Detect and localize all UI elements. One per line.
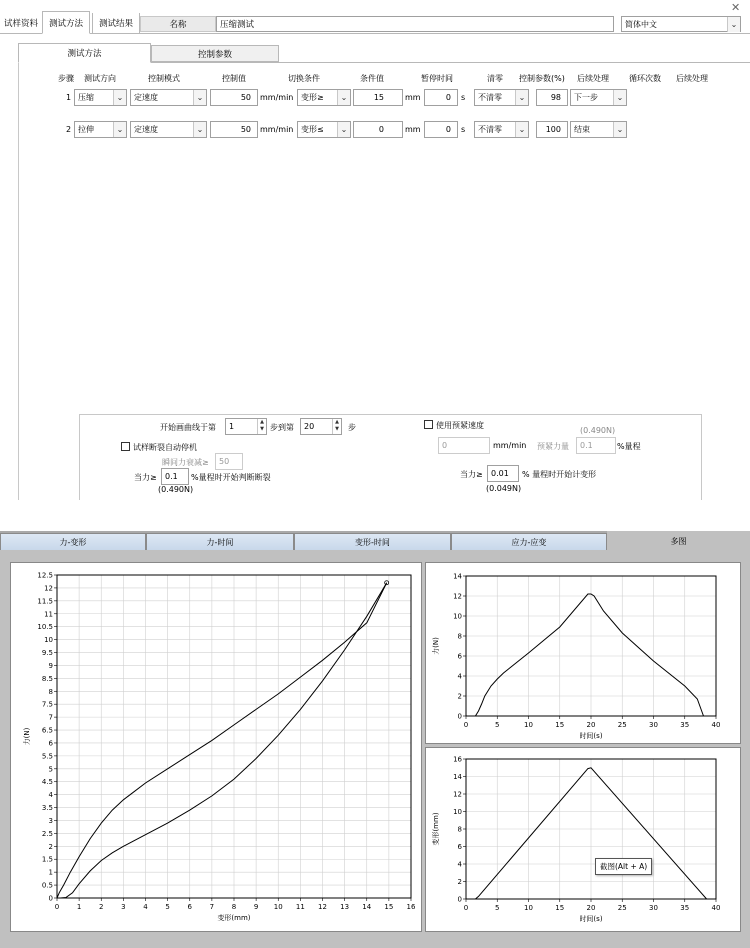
chart-tab-label: 应力-应变	[511, 537, 547, 547]
curve-end-value: 20	[304, 422, 315, 431]
tick-label-x: 1	[76, 903, 82, 911]
chart-tab-label: 力-变形	[59, 537, 87, 547]
zero-select[interactable]	[474, 121, 529, 138]
preload-force-hint: (0.490N)	[580, 426, 616, 435]
mode-select[interactable]	[130, 89, 207, 106]
tick-label-x: 20	[586, 904, 596, 912]
mode-value: 定速度	[134, 125, 158, 134]
header-pause: 暂停时间	[421, 74, 453, 83]
tick-label-x: 20	[586, 721, 596, 729]
screenshot-tooltip: 截图(Alt + A)	[595, 858, 652, 875]
tab-stress-strain[interactable]	[451, 533, 607, 550]
subtab-control-params[interactable]	[151, 45, 279, 62]
tick-label-y: 0.5	[41, 881, 53, 890]
tick-label-y: 7.5	[41, 700, 53, 709]
tick-label-y: 11	[44, 610, 53, 619]
pause-time-unit: s	[461, 93, 466, 102]
tick-label-y: 5	[48, 765, 53, 774]
header-mode: 控制模式	[148, 74, 180, 83]
tick-label-y: 6	[457, 652, 462, 661]
y-axis-label: 力(N)	[23, 727, 31, 746]
tick-label-x: 11	[295, 903, 305, 911]
tick-label-y: 4.5	[41, 778, 53, 787]
tick-label-y: 6	[48, 739, 53, 748]
direction-value: 拉伸	[78, 125, 94, 134]
deform-force-hint: (0.049N)	[486, 484, 522, 493]
chart-tab-label: 力-时间	[206, 537, 234, 547]
tick-label-y: 0	[457, 895, 462, 904]
close-icon[interactable]: ✕	[731, 1, 741, 14]
tick-label-y: 2	[48, 842, 53, 851]
curve-start-spinbox[interactable]	[225, 418, 267, 435]
pause-time-input[interactable]: 0	[424, 89, 458, 106]
tick-label-x: 15	[384, 903, 394, 911]
tick-label-y: 8	[457, 632, 462, 641]
control-value-input[interactable]: 50	[210, 89, 258, 106]
tick-label-x: 10	[524, 721, 533, 729]
tick-label-x: 2	[99, 903, 104, 911]
zero-value: 不清零	[478, 93, 502, 102]
tick-label-y: 4	[48, 791, 53, 800]
tick-label-y: 4	[457, 860, 462, 869]
tick-label-y: 11.5	[37, 597, 53, 606]
tick-label-y: 14	[453, 773, 462, 781]
auto-stop-checkbox[interactable]	[121, 442, 130, 451]
control-value-unit: mm/min	[260, 93, 294, 102]
chevron-down-icon: ⌄	[337, 122, 350, 137]
chevron-down-icon: ⌄	[193, 90, 206, 105]
language-select[interactable]	[621, 16, 741, 32]
post-value: 下一步	[574, 93, 598, 102]
switch-value: 变形≥	[301, 93, 324, 102]
y-axis-label: 变形(mm)	[432, 812, 440, 846]
x-axis-label: 时间(s)	[579, 732, 603, 740]
tick-label-x: 7	[209, 903, 215, 911]
tick-label-x: 12	[318, 903, 327, 911]
subtab-test-method[interactable]	[18, 43, 151, 63]
tick-label-x: 5	[165, 903, 170, 911]
tick-label-x: 10	[273, 903, 283, 911]
preload-force-label: 预紧力量	[537, 442, 569, 451]
header-switch: 切换条件	[288, 74, 320, 83]
mode-value: 定速度	[134, 93, 158, 102]
tick-label-x: 5	[495, 904, 500, 912]
curve-start-label: 开始画曲线于第	[160, 423, 216, 432]
tick-label-x: 30	[649, 721, 658, 729]
direction-select[interactable]	[74, 121, 127, 138]
tick-label-y: 10	[44, 636, 53, 645]
tick-label-y: 12	[453, 790, 462, 799]
tick-label-y: 2	[457, 692, 462, 701]
tick-label-y: 10.5	[37, 623, 53, 632]
tick-label-y: 1.5	[41, 855, 53, 864]
pause-time-unit: s	[461, 125, 466, 134]
chart-tab-label: 多图	[670, 536, 687, 546]
tab-test-result[interactable]	[92, 13, 140, 33]
tick-label-x: 0	[463, 721, 469, 729]
x-axis-label: 时间(s)	[579, 915, 603, 923]
tick-label-x: 25	[617, 721, 627, 729]
tick-label-x: 25	[617, 904, 627, 912]
control-value-input[interactable]: 50	[210, 121, 258, 138]
deform-time-chart	[426, 748, 740, 931]
preload-force-unit: %量程	[617, 442, 641, 451]
tab-label: 试样资料	[3, 19, 38, 29]
tab-force-deform[interactable]	[0, 533, 146, 550]
spin-arrows-icon[interactable]: ▲ ▼	[332, 419, 341, 434]
preload-speed-checkbox[interactable]	[424, 420, 433, 429]
mode-select[interactable]	[130, 121, 207, 138]
force-time-chart	[426, 563, 740, 743]
curve-to-label: 步到第	[270, 423, 294, 432]
tick-label-y: 8	[457, 825, 462, 834]
name-label: 名称	[140, 16, 216, 32]
condition-value-unit: mm	[405, 125, 421, 134]
control-param-input[interactable]: 100	[536, 121, 568, 138]
chevron-down-icon: ⌄	[613, 90, 626, 105]
tick-label-x: 35	[680, 904, 690, 912]
tick-label-x: 15	[555, 721, 565, 729]
curve-step-label: 步	[348, 423, 356, 432]
preload-speed-unit: mm/min	[493, 441, 527, 450]
instant-drop-input[interactable]: 50	[215, 453, 243, 470]
deform-force-input[interactable]: 0.01	[487, 465, 519, 482]
tick-label-x: 30	[649, 904, 658, 912]
break-force-input[interactable]: 0.1	[161, 468, 189, 485]
tick-label-y: 0	[457, 712, 462, 721]
tab-label: 测试方法	[48, 18, 83, 29]
spin-arrows-icon[interactable]: ▲ ▼	[257, 419, 266, 434]
step-number: 1	[66, 93, 72, 102]
tick-label-y: 12	[44, 584, 53, 593]
deform-force-prefix: 当力≥	[460, 470, 483, 479]
tick-label-y: 8	[48, 687, 53, 696]
chevron-down-icon: ⌄	[113, 122, 126, 137]
switch-condition-select[interactable]	[297, 121, 351, 138]
chevron-down-icon: ⌄	[613, 122, 626, 137]
pause-time-input[interactable]: 0	[424, 121, 458, 138]
chart-panel-deform-time	[425, 747, 741, 932]
step-number: 2	[66, 125, 72, 134]
tick-label-y: 2	[457, 878, 462, 886]
preload-force-input[interactable]: 0.1	[576, 437, 616, 454]
header-post: 后续处理	[577, 74, 609, 83]
control-value-unit: mm/min	[260, 125, 294, 134]
tick-label-y: 4	[457, 672, 462, 681]
tick-label-x: 16	[406, 903, 416, 911]
tick-label-y: 16	[453, 755, 462, 764]
tab-label: 测试结果	[98, 19, 133, 29]
tick-label-y: 8.5	[41, 674, 53, 683]
header-post-2: 后续处理	[676, 74, 708, 83]
zero-select[interactable]	[474, 89, 529, 106]
tick-label-y: 2.5	[41, 829, 53, 838]
direction-value: 压缩	[78, 93, 94, 102]
tick-label-y: 3	[48, 816, 53, 825]
force-deform-chart	[11, 563, 421, 931]
tick-label-x: 13	[340, 903, 350, 911]
post-value: 结束	[574, 125, 590, 134]
break-force-suffix: %量程时开始判断断裂	[191, 473, 271, 482]
instant-drop-label: 瞬间力衰减≥	[162, 458, 209, 467]
chevron-down-icon: ⌄	[515, 122, 528, 137]
tick-label-y: 10	[453, 612, 462, 621]
chevron-down-icon: ⌄	[193, 122, 206, 137]
tick-label-x: 8	[231, 903, 237, 911]
curve-start-value: 1	[229, 422, 235, 431]
header-zero: 清零	[487, 74, 503, 83]
tick-label-y: 10	[453, 808, 462, 816]
chevron-down-icon: ⌄	[727, 17, 740, 32]
post-process-select[interactable]	[570, 121, 627, 138]
tick-label-y: 5.5	[41, 752, 53, 761]
tick-label-x: 0	[54, 903, 60, 911]
chart-panel-force-deform	[10, 562, 422, 932]
tick-label-x: 5	[495, 721, 500, 729]
control-param-input[interactable]: 98	[536, 89, 568, 106]
preload-speed-input[interactable]: 0	[438, 437, 490, 454]
curve-end-spinbox[interactable]	[300, 418, 342, 435]
tick-label-y: 7	[48, 713, 53, 722]
chevron-down-icon: ⌄	[515, 90, 528, 105]
condition-value-input[interactable]: 15	[353, 89, 403, 106]
tick-label-y: 3.5	[41, 804, 53, 813]
tab-force-time[interactable]	[146, 533, 294, 550]
tab-deform-time[interactable]	[294, 533, 451, 550]
tick-label-x: 40	[711, 904, 721, 912]
header-step: 步骤	[58, 74, 74, 83]
tick-label-x: 35	[680, 721, 690, 729]
tick-label-y: 6	[457, 843, 462, 851]
break-force-prefix: 当力≥	[134, 473, 157, 482]
language-value: 简体中文	[625, 19, 657, 29]
tick-label-x: 3	[121, 903, 126, 911]
tick-label-y: 12	[453, 592, 462, 601]
preload-speed-label: 使用预紧速度	[436, 421, 484, 430]
chevron-down-icon: ⌄	[113, 90, 126, 105]
tick-label-y: 1	[48, 868, 53, 877]
chart-tab-label: 变形-时间	[355, 537, 390, 547]
switch-value: 变形≤	[301, 125, 324, 134]
tab-test-method[interactable]	[42, 11, 90, 34]
tick-label-x: 6	[187, 903, 192, 911]
panel-left-border	[18, 62, 19, 500]
switch-condition-select[interactable]	[297, 89, 351, 106]
tick-label-x: 0	[463, 904, 469, 912]
deform-force-suffix: % 量程时开始计变形	[522, 470, 597, 479]
tick-label-y: 14	[453, 572, 462, 581]
tick-label-x: 15	[555, 904, 565, 912]
y-axis-label: 力(N)	[432, 637, 440, 655]
condition-value-unit: mm	[405, 93, 421, 102]
header-loop: 循环次数	[629, 74, 661, 83]
subtab-label: 测试方法	[67, 49, 102, 59]
subtab-label: 控制参数	[197, 49, 232, 60]
tick-label-y: 0	[48, 894, 53, 903]
tick-label-x: 10	[524, 904, 533, 912]
tab-sample-data[interactable]	[0, 13, 42, 33]
condition-value-input[interactable]: 0	[353, 121, 403, 138]
top-tab-baseline	[0, 33, 750, 34]
break-force-hint: (0.490N)	[158, 485, 194, 494]
tick-label-y: 12.5	[37, 571, 53, 580]
chart-panel-force-time	[425, 562, 741, 744]
auto-stop-label: 试样断裂自动停机	[133, 443, 197, 452]
header-cond-value: 条件值	[360, 74, 384, 83]
tick-label-x: 4	[143, 903, 148, 911]
post-process-select[interactable]	[570, 89, 627, 106]
zero-value: 不清零	[478, 125, 502, 134]
tick-label-x: 40	[711, 721, 721, 729]
tick-label-x: 14	[362, 903, 372, 911]
tick-label-y: 9	[48, 661, 53, 670]
direction-select[interactable]	[74, 89, 127, 106]
tick-label-x: 9	[253, 903, 259, 911]
header-param: 控制参数(%)	[519, 74, 565, 83]
x-axis-label: 变形(mm)	[217, 914, 251, 922]
name-input[interactable]: 压缩测试	[216, 16, 614, 32]
tab-multi-chart[interactable]	[607, 531, 750, 551]
header-value: 控制值	[222, 74, 246, 83]
tick-label-y: 6.5	[41, 726, 53, 735]
header-direction: 测试方向	[84, 74, 116, 83]
tick-label-y: 9.5	[41, 649, 53, 658]
chevron-down-icon: ⌄	[337, 90, 350, 105]
